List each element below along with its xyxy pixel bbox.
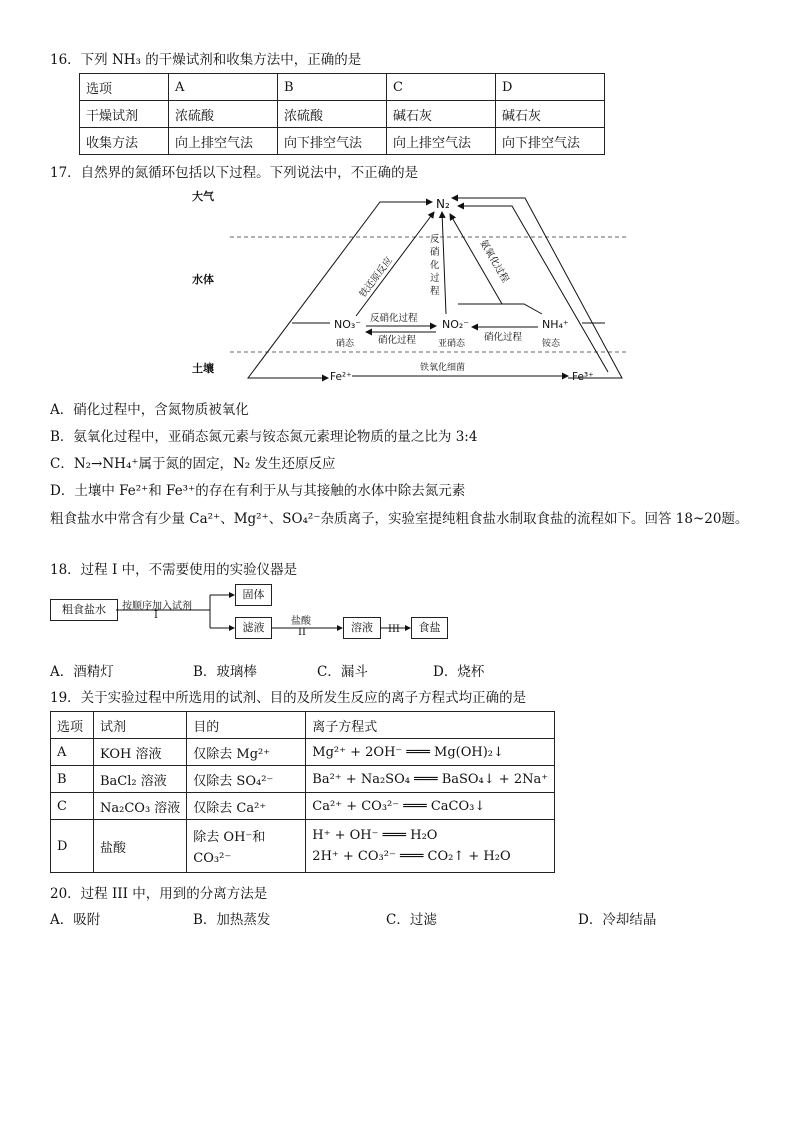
table-header: 试剂 bbox=[94, 712, 187, 739]
table-cell: A bbox=[51, 739, 94, 766]
process-label: 反硝化过程 bbox=[370, 313, 418, 324]
q20-option-d: D．冷却结晶 bbox=[578, 912, 657, 928]
table-cell: 碱石灰 bbox=[496, 101, 605, 128]
q20-option-b: B．加热蒸发 bbox=[193, 912, 271, 928]
process-label: 铁氧化细菌 bbox=[420, 363, 466, 373]
arrow-no3-to-n2 bbox=[356, 212, 434, 316]
q19-stem: 19．关于实验过程中所选用的试剂、目的及所发生反应的离子方程式均正确的是 bbox=[50, 690, 527, 706]
process-label: 铁还原反应 bbox=[357, 255, 395, 300]
table-header: 离子方程式 bbox=[306, 712, 555, 739]
q17-option-c: C．N₂→NH₄⁺属于氮的固定，N₂ 发生还原反应 bbox=[50, 456, 336, 472]
table-cell: 向上排空气法 bbox=[387, 128, 496, 155]
q20-option-a: A．吸附 bbox=[50, 912, 101, 928]
flow-step1-label: 按顺序加入试剂 bbox=[122, 601, 192, 612]
table-cell bbox=[187, 820, 306, 873]
table-row bbox=[51, 766, 555, 793]
table-cell: KOH 溶液 bbox=[94, 739, 187, 766]
table-cell: 向下排空气法 bbox=[496, 128, 605, 155]
fe3-label: Fe³⁺ bbox=[572, 371, 594, 383]
q16-table bbox=[79, 73, 605, 155]
fe2-label: Fe²⁺ bbox=[330, 371, 352, 383]
q17-option-a: A．硝化过程中，含氮物质被氧化 bbox=[50, 402, 249, 418]
q20-option-c: C．过滤 bbox=[386, 912, 437, 928]
table-cell: 浓硫酸 bbox=[169, 101, 278, 128]
table-cell: C bbox=[51, 793, 94, 820]
table-row bbox=[80, 74, 605, 101]
equation-line: 2H⁺ + CO₃²⁻ ═══ CO₂↑ + H₂O bbox=[312, 849, 511, 864]
flow-box-solution: 溶液 bbox=[343, 617, 381, 639]
line-anammox-base bbox=[458, 304, 542, 314]
outer-right-inner bbox=[462, 206, 608, 372]
no3-state: 硝态 bbox=[336, 339, 355, 349]
q20-stem: 20．过程 III 中，用到的分离方法是 bbox=[50, 886, 268, 902]
table-row bbox=[80, 128, 605, 155]
outer-right bbox=[452, 198, 622, 378]
flow-arrows bbox=[116, 590, 416, 640]
table-row bbox=[51, 820, 555, 873]
table-cell: 选项 bbox=[80, 74, 169, 101]
intro-18-20: 粗食盐水中常含有少量 Ca²⁺、Mg²⁺、SO₄²⁻杂质离子，实验室提纯粗食盐水制取食盐的流程如下。回答 18~20题。 bbox=[50, 511, 749, 527]
table-cell: 仅除去 Mg²⁺ bbox=[187, 739, 306, 766]
q18-option-c: C．漏斗 bbox=[317, 664, 368, 680]
flow-step2-label: 盐酸 bbox=[291, 616, 311, 627]
nh4-state: 铵态 bbox=[542, 339, 561, 349]
no2-state: 亚硝态 bbox=[438, 339, 466, 349]
process-label bbox=[430, 233, 443, 297]
table-cell: D bbox=[51, 820, 94, 873]
vertical-char: 反 bbox=[430, 234, 440, 245]
process-label: 硝化过程 bbox=[484, 332, 523, 343]
table-cell: B bbox=[278, 74, 387, 101]
table-row bbox=[51, 739, 555, 766]
table-cell: Na₂CO₃ 溶液 bbox=[94, 793, 187, 820]
table-cell: Ba²⁺ + Na₂SO₄ ═══ BaSO₄↓ + 2Na⁺ bbox=[306, 766, 555, 793]
table-cell: 碱石灰 bbox=[387, 101, 496, 128]
vertical-char: 程 bbox=[430, 286, 440, 297]
flow-step2-roman: II bbox=[298, 627, 306, 638]
table-cell: 浓硫酸 bbox=[278, 101, 387, 128]
flow-box-filtrate: 滤液 bbox=[235, 617, 272, 639]
n2-label: N₂ bbox=[436, 197, 450, 211]
table-cell: B bbox=[51, 766, 94, 793]
q18-option-a: A．酒精灯 bbox=[50, 664, 114, 680]
q18-option-b: B．玻璃棒 bbox=[193, 664, 257, 680]
q19-table bbox=[50, 711, 555, 873]
q18-stem: 18．过程 I 中，不需要使用的实验仪器是 bbox=[50, 562, 298, 578]
table-row bbox=[51, 712, 555, 739]
q17-option-b: B．氨氧化过程中，亚硝态氮元素与铵态氮元素理论物质的量之比为 3:4 bbox=[50, 429, 478, 445]
flow-step1-roman: I bbox=[154, 610, 158, 621]
table-cell: 仅除去 Ca²⁺ bbox=[187, 793, 306, 820]
table-cell: Mg²⁺ + 2OH⁻ ═══ Mg(OH)₂↓ bbox=[306, 739, 555, 766]
table-cell: 盐酸 bbox=[94, 820, 187, 873]
table-cell: D bbox=[496, 74, 605, 101]
no2-label: NO₂⁻ bbox=[442, 318, 470, 331]
table-cell: C bbox=[387, 74, 496, 101]
nh4-label: NH₄⁺ bbox=[542, 318, 569, 331]
nitrogen-cycle-diagram bbox=[180, 180, 640, 385]
flow-box-start: 粗食盐水 bbox=[50, 599, 118, 621]
process-label: 氨氧化过程 bbox=[477, 238, 511, 285]
table-header: 目的 bbox=[187, 712, 306, 739]
q18-option-d: D．烧杯 bbox=[433, 664, 485, 680]
vertical-char: 硝 bbox=[430, 247, 440, 258]
table-row bbox=[51, 793, 555, 820]
equation-line: H⁺ + OH⁻ ═══ H₂O bbox=[312, 828, 438, 843]
table-cell bbox=[306, 820, 555, 873]
layer-label: 大气 bbox=[192, 190, 214, 203]
table-row bbox=[80, 101, 605, 128]
process-label: 硝化过程 bbox=[378, 335, 417, 346]
no3-label: NO₃⁻ bbox=[334, 318, 362, 331]
flow-box-product: 食盐 bbox=[411, 617, 448, 639]
purpose-line: CO₃²⁻ bbox=[193, 851, 232, 866]
table-cell: BaCl₂ 溶液 bbox=[94, 766, 187, 793]
q16-stem: 16．下列 NH₃ 的干燥试剂和收集方法中，正确的是 bbox=[50, 52, 362, 68]
table-cell: 向下排空气法 bbox=[278, 128, 387, 155]
layer-label: 土壤 bbox=[192, 362, 214, 375]
purpose-line: 除去 OH⁻和 bbox=[193, 830, 266, 845]
q17-option-d: D．土壤中 Fe²⁺和 Fe³⁺的存在有利于从与其接触的水体中除去氮元素 bbox=[50, 483, 466, 499]
table-cell: 仅除去 SO₄²⁻ bbox=[187, 766, 306, 793]
layer-label: 水体 bbox=[192, 273, 214, 286]
vertical-char: 化 bbox=[430, 260, 440, 271]
vertical-char: 过 bbox=[430, 273, 440, 284]
table-header: 选项 bbox=[51, 712, 94, 739]
arrow-no2-to-n2 bbox=[442, 212, 446, 314]
flow-box-solid: 固体 bbox=[235, 584, 272, 606]
flow-step3-roman: III bbox=[388, 624, 400, 635]
table-cell: 收集方法 bbox=[80, 128, 169, 155]
q17-stem: 17．自然界的氮循环包括以下过程。下列说法中，不正确的是 bbox=[50, 165, 419, 181]
table-cell: 干燥试剂 bbox=[80, 101, 169, 128]
table-cell: 向上排空气法 bbox=[169, 128, 278, 155]
table-cell: Ca²⁺ + CO₃²⁻ ═══ CaCO₃↓ bbox=[306, 793, 555, 820]
table-cell: A bbox=[169, 74, 278, 101]
